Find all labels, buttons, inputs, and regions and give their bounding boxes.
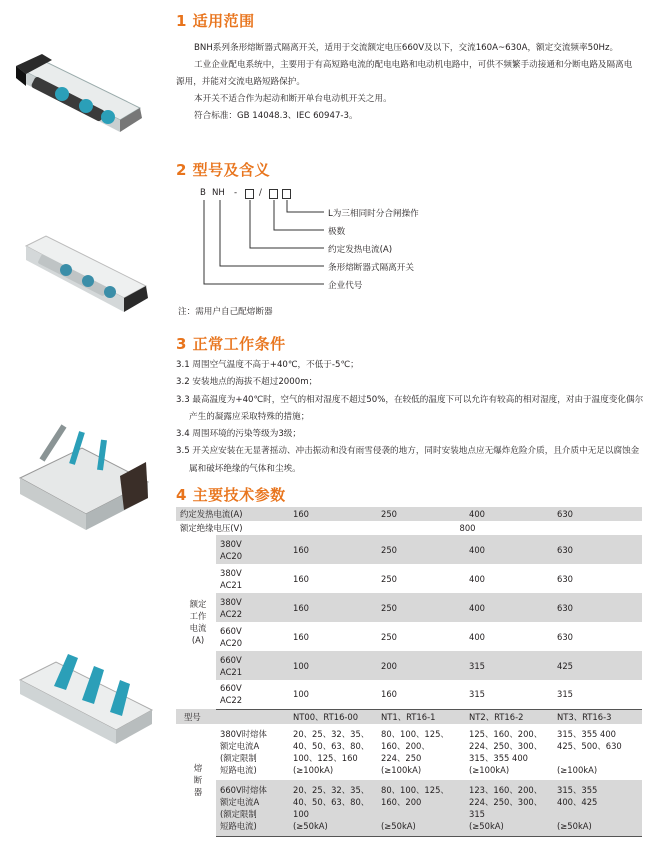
code-dash: - [234,188,238,198]
cell-line: 224、250、300、 [469,796,543,807]
category: AC22 [220,608,243,619]
table-cell [377,724,465,780]
product-image-1 [8,46,148,146]
cell-line: (≥50kA) [293,820,328,831]
table-cell: 800 [459,523,476,533]
row-label: 型号 [176,709,289,724]
label-line: 电流 [189,623,207,633]
section-title-scope: 1 适用范围 [176,12,255,30]
cell-line: 100 [293,808,310,819]
table-cell [289,780,377,836]
row-label: 额定绝缘电压(V) [180,523,243,533]
table-cell: 160 [377,680,465,709]
conditions-list [176,357,646,478]
cell-line: (≥50kA) [557,820,592,831]
category: AC21 [220,666,243,677]
table-cell: 400 [465,535,553,564]
rated-current-label [176,535,216,709]
label-line: 短路电流) [220,820,257,831]
voltage: 660V [220,625,242,636]
scope-text [176,40,640,125]
condition-item: 3.1 周围空气温度不高于+40℃，不低于-5℃； [176,360,359,370]
cell-line: (≥100kA) [381,765,422,775]
table-cell: 250 [381,573,398,584]
fuse-spec-label [216,724,289,780]
cell-line: 40、50、63、80、 [293,796,370,807]
cell-line: 224、250 [381,753,422,763]
category-cell [216,680,289,709]
label-line: (A) [191,635,205,645]
cell-line: 315、355 [557,784,598,795]
model-leader-lines [198,198,328,290]
cell-line: 80、100、125、 [381,784,449,795]
voltage: 380V [220,567,242,578]
cell-line: 20、25、32、35、 [293,784,370,795]
voltage: 660V [220,654,242,665]
model-meaning-type: 条形熔断器式隔离开关 [328,263,414,273]
model-note: 注：需用户自己配熔断器 [178,307,273,317]
label-line: 380V时熔体 [220,729,267,739]
category: AC20 [220,637,243,648]
voltage: 380V [220,596,242,607]
label-line: (额定限制 [220,753,257,763]
table-row [176,724,642,780]
table-cell: 630 [557,573,574,584]
scope-paragraph: 本开关不适合作为起动和断开单台电动机开关之用。 [194,94,392,104]
category-cell [216,535,289,564]
cell-line: 400、425 [557,796,598,807]
table-cell: 630 [557,631,574,642]
table-row [176,507,642,521]
cell-line: 315、355 400 [557,729,617,739]
table-cell: 400 [465,593,553,622]
cell-line: (≥100kA) [557,765,598,775]
product-image-2 [20,228,152,324]
voltage: 660V [220,683,242,694]
table-cell: 160 [293,573,310,584]
code-letter-b: B [200,188,206,198]
table-cell: 250 [377,593,465,622]
table-cell: 315 [465,651,553,680]
condition-item: 3.3 最高温度为+40℃时，空气的相对湿度不超过50%，在较低的温度下可以允许有较高的相对湿度，对由于温度变化偶尔产生的凝露应采取特殊的措施； [176,394,644,422]
table-cell: 630 [553,593,642,622]
code-letter-nh: NH [212,188,225,198]
cell-line: 123、160、200、 [469,784,543,795]
category-cell [216,564,289,593]
cell-line: 425、500、630 [557,741,622,751]
model-meaning-poles: 极数 [328,227,346,237]
table-cell: 250 [381,631,398,642]
table-cell: 250 [377,535,465,564]
product-image-4 [16,640,156,750]
cell-line: 315 [469,808,486,819]
voltage: 380V [220,538,242,549]
cell-line: (≥100kA) [293,765,334,775]
cell-line: (≥50kA) [381,820,416,831]
label-line: 器 [193,787,203,797]
table-cell: 200 [377,651,465,680]
scope-paragraph: BNH系列条形熔断器式隔离开关，适用于交流额定电压660V及以下，交流160A~630A，额定交流频率50Hz。 [194,43,619,53]
cell-line [557,808,642,820]
category-cell [216,593,289,622]
label-line: 额定电流A [220,741,260,751]
table-row [176,535,642,564]
fuse-spec-label [216,780,289,836]
section-title-conditions: 3 正常工作条件 [176,335,286,353]
label-line: (额定限制 [220,808,257,819]
model-meaning-operation: L为三相同时分合闸操作 [328,209,419,219]
table-cell: 315 [465,680,553,709]
table-cell [289,724,377,780]
table-cell: 400 [465,507,553,521]
table-cell: 250 [377,507,465,521]
cell-line: (≥50kA) [469,820,504,831]
condition-item: 3.2 安装地点的海拔不超过2000m； [176,377,318,388]
scope-standard: 符合标准：GB 14048.3、IEC 60947-3。 [194,111,358,121]
label-line: 额定 [189,599,207,609]
table-cell: 160 [289,507,377,521]
table-cell: NT1、RT16-1 [377,709,465,724]
category-cell [216,622,289,651]
table-cell: 630 [553,507,642,521]
table-cell [377,780,465,836]
parameters-table [176,507,642,837]
table-cell: 425 [553,651,642,680]
table-cell [465,780,553,836]
table-cell: 315 [553,680,642,709]
cell-line: 20、25、32、35、 [293,729,370,739]
label-line: 短路电流) [220,765,257,775]
table-cell: 160 [289,535,377,564]
table-cell: 100 [289,651,377,680]
table-cell [553,780,642,836]
table-row [176,709,642,724]
table-cell: NT00、RT16-00 [289,709,377,724]
row-label: 约定发热电流(A) [176,507,289,521]
table-cell: 400 [469,573,486,584]
label-line: 额定电流A [220,796,260,807]
table-row [176,564,642,593]
table-row [176,680,642,709]
category: AC20 [220,550,243,561]
cell-line: 160、200 [381,796,422,807]
table-cell [465,724,553,780]
model-meaning-current: 约定发热电流(A) [328,245,393,255]
scope-paragraph: 工业企业配电系统中，主要用于有高短路电流的配电电路和电动机电路中，可供不频繁手动接通和分断电路及隔离电源用，并能对交流电路短路保护。 [176,60,633,87]
model-meaning-company: 企业代号 [328,281,363,291]
code-slash: / [259,188,262,198]
table-cell: 160 [289,593,377,622]
product-image-3 [12,418,152,536]
category: AC22 [220,695,243,706]
table-row [176,622,642,651]
condition-item: 3.5 开关应安装在无显著摇动、冲击振动和没有雨雪侵袭的地方，同时安装地点应无爆炸危险介质，且介质中无足以腐蚀金属和破坏绝缘的气体和尘埃。 [176,446,640,474]
table-cell: 400 [469,631,486,642]
table-cell: NT2、RT16-2 [465,709,553,724]
table-cell: 100 [289,680,377,709]
table-cell: 160 [293,631,310,642]
table-row [176,651,642,680]
label-line: 断 [193,775,203,785]
category: AC21 [220,579,243,590]
table-row [176,593,642,622]
category-cell [216,651,289,680]
cell-line: 315、355 400 [469,753,529,763]
condition-item: 3.4 周围环境的污染等级为3级； [176,429,301,440]
section-title-model: 2 型号及含义 [176,161,271,179]
cell-line: 224、250、300、 [469,741,543,751]
label-line: 熔 [193,763,203,773]
cell-line: 100、125、160 [293,753,358,763]
table-cell: 630 [553,535,642,564]
table-cell [553,724,642,780]
cell-line: 40、50、63、80、 [293,741,370,751]
cell-line: 160、200、 [381,741,430,751]
table-cell: NT3、RT16-3 [553,709,642,724]
label-line: 工作 [189,611,207,621]
cell-line [557,752,642,764]
cell-line: 80、100、125、 [381,729,449,739]
table-row [176,780,642,836]
section-title-parameters: 4 主要技术参数 [176,486,286,504]
cell-line: 125、160、200、 [469,729,543,739]
cell-line: (≥100kA) [469,765,510,775]
fuse-label [176,724,216,836]
cell-line [381,808,465,820]
table-row [176,521,642,535]
label-line: 660V时熔体 [220,784,267,795]
